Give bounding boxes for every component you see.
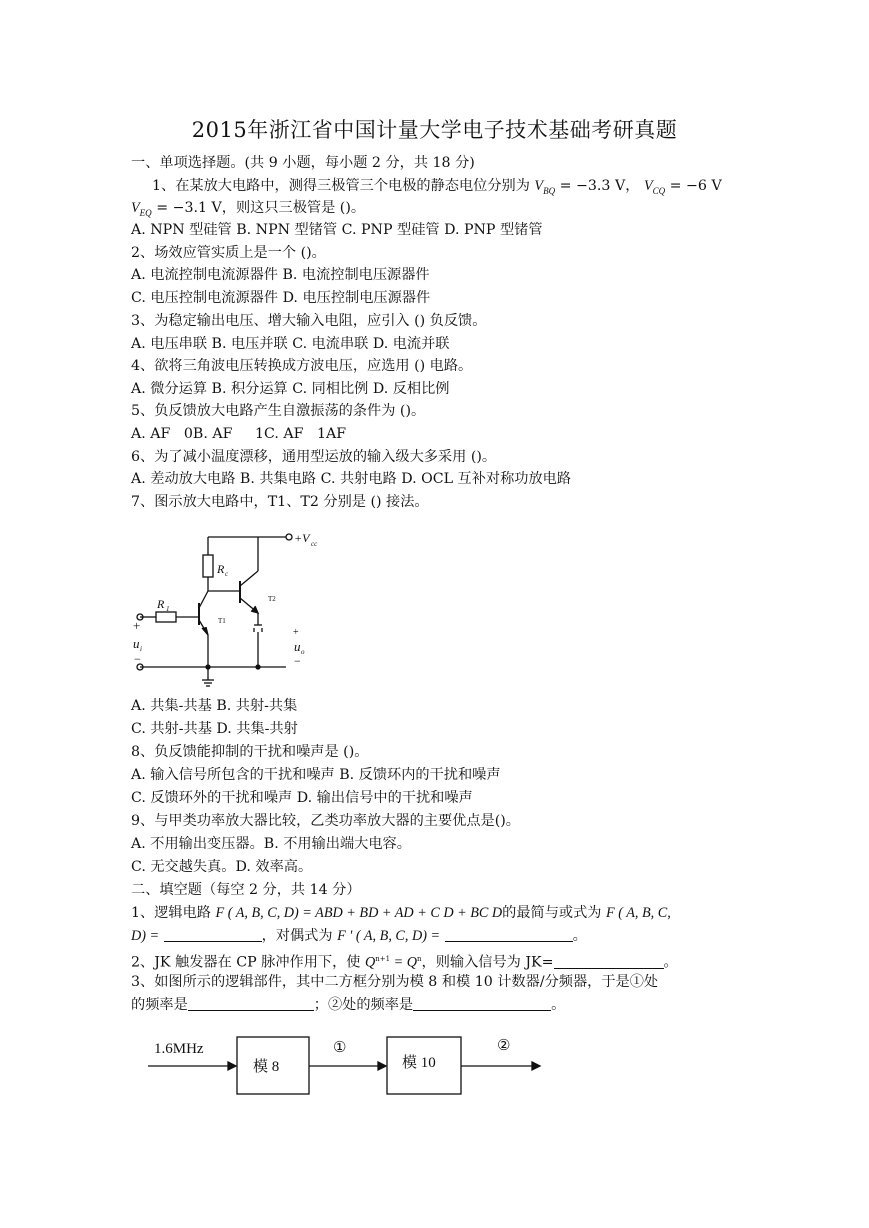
q8-options-2: C. 反馈环外的干扰和噪声 D. 输出信号中的干扰和噪声 [131, 790, 473, 806]
q4-options: A. 微分运算 B. 积分运算 C. 同相比例 D. 反相比例 [131, 381, 450, 397]
fill-blank-dual-form[interactable] [445, 927, 573, 942]
section2-heading: 二、填空题（每空 2 分，共 14 分） [131, 882, 361, 898]
fill-q3-line1: 3、如图所示的逻辑部件，其中二方框分别为模 8 和模 10 计数器/分频器，于是①处 [131, 974, 659, 990]
q1-options: A. NPN 型硅管 B. NPN 型锗管 C. PNP 型硅管 D. PNP 型锗管 [131, 222, 543, 238]
q8-stem: 8、负反馈能抑制的干扰和噪声是 ()。 [131, 744, 369, 760]
q9-stem: 9、与甲类功率放大器比较，乙类功率放大器的主要优点是()。 [131, 813, 520, 829]
fill-blank-jk-input[interactable] [554, 954, 664, 969]
input-label: u [133, 636, 140, 651]
q1-stem: 1、在某放大电路中，测得三极管三个电极的静态电位分别为 $V_{BQ} = -3.3$ V， $V_{CQ} = -6$ V [152, 178, 722, 196]
fill-q3-line2: 的频率是 ；②处的频率是 。 [131, 997, 566, 1013]
q1-stem-cont: $V_{EQ} = -3.1$ V，则这只三极管是 ()。 [131, 200, 366, 218]
q9-options-2: C. 无交越失真。D. 效率高。 [131, 859, 313, 875]
t1-label: T1 [218, 617, 226, 625]
rc-resistor [203, 555, 213, 577]
q7-options-2: C. 共射-共基 D. 共集-共射 [131, 721, 298, 737]
q5-options: A. AF 0B. AF 1C. AF 1AF [131, 426, 347, 442]
r1-sub: 1 [166, 605, 170, 613]
output-label: u [294, 639, 301, 654]
q2-options-2: C. 电压控制电流源器件 D. 电压控制电压源器件 [131, 290, 431, 306]
fill-blank-frequency-2[interactable] [413, 996, 551, 1011]
r1-label: R [157, 597, 165, 611]
input-plus: + [133, 618, 141, 633]
input-minus: − [134, 652, 141, 666]
q2-options-1: A. 电流控制电流源器件 B. 电流控制电压源器件 [131, 267, 430, 283]
frequency-divider-diagram [140, 1032, 560, 1102]
fill-q2-line: 2、JK 触发器在 CP 脉冲作用下，使 $Q^{n+1} = Q^n$，则输入信号为 JK= 。 [131, 954, 678, 971]
fill-q1-line2: D) = ，对偶式为 F ' ( A, B, C, D) = 。 [131, 928, 587, 944]
vcc-terminal [286, 534, 292, 540]
q2-stem: 2、场效应管实质上是一个 ()。 [131, 245, 326, 261]
rc-sub: c [225, 570, 229, 578]
q8-options-1: A. 输入信号所包含的干扰和噪声 B. 反馈环内的干扰和噪声 [131, 767, 501, 783]
q7-options-1: A. 共集-共基 B. 共射-共集 [131, 698, 298, 714]
t2-label: T2 [268, 595, 276, 603]
mod8-label: 模 8 [253, 1059, 280, 1075]
q3-options: A. 电压串联 B. 电压并联 C. 电流串联 D. 电流并联 [131, 336, 450, 352]
r1-resistor [156, 612, 176, 622]
point1-marker: ① [333, 1040, 347, 1056]
q3-stem: 3、为稳定输出电压、增大输入电阻，应引入 () 负反馈。 [131, 313, 487, 329]
vcc-label: +V [294, 531, 310, 545]
section1-heading: 一、单项选择题。(共 9 小题，每小题 2 分，共 18 分) [131, 155, 475, 171]
q7-stem: 7、图示放大电路中，T1、T2 分别是 () 接法。 [131, 494, 429, 510]
point2-marker: ② [497, 1038, 511, 1054]
page-title: 2015年浙江省中国计量大学电子技术基础考研真题 [191, 118, 678, 142]
input-frequency-label: 1.6MHz [154, 1041, 204, 1057]
q5-stem: 5、负反馈放大电路产生自激振荡的条件为 ()。 [131, 403, 426, 419]
output-sub: o [301, 648, 305, 656]
q4-stem: 4、欲将三角波电压转换成方波电压，应选用 () 电路。 [131, 358, 473, 374]
fill-q1-line1: 1、逻辑电路 F ( A, B, C, D) = ABD + BD + AD + C D + BC D的最简与或式为 F ( A, B, C, [131, 905, 671, 921]
vcc-sub: cc [311, 540, 318, 548]
mod10-label: 模 10 [402, 1055, 436, 1071]
fill-blank-frequency-1[interactable] [188, 996, 314, 1011]
q9-options-1: A. 不用输出变压器。B. 不用输出端大电容。 [131, 836, 411, 852]
q6-options: A. 差动放大电路 B. 共集电路 C. 共射电路 D. OCL 互补对称功放电路 [131, 471, 572, 487]
rc-label: R [217, 562, 225, 576]
q6-stem: 6、为了减小温度漂移，通用型运放的输入级大多采用 ()。 [131, 449, 497, 465]
fill-blank-simplest-form[interactable] [164, 927, 262, 942]
output-plus: + [293, 627, 299, 638]
output-minus: − [294, 654, 301, 668]
q7-circuit-diagram [128, 525, 328, 690]
input-sub: i [140, 645, 142, 653]
